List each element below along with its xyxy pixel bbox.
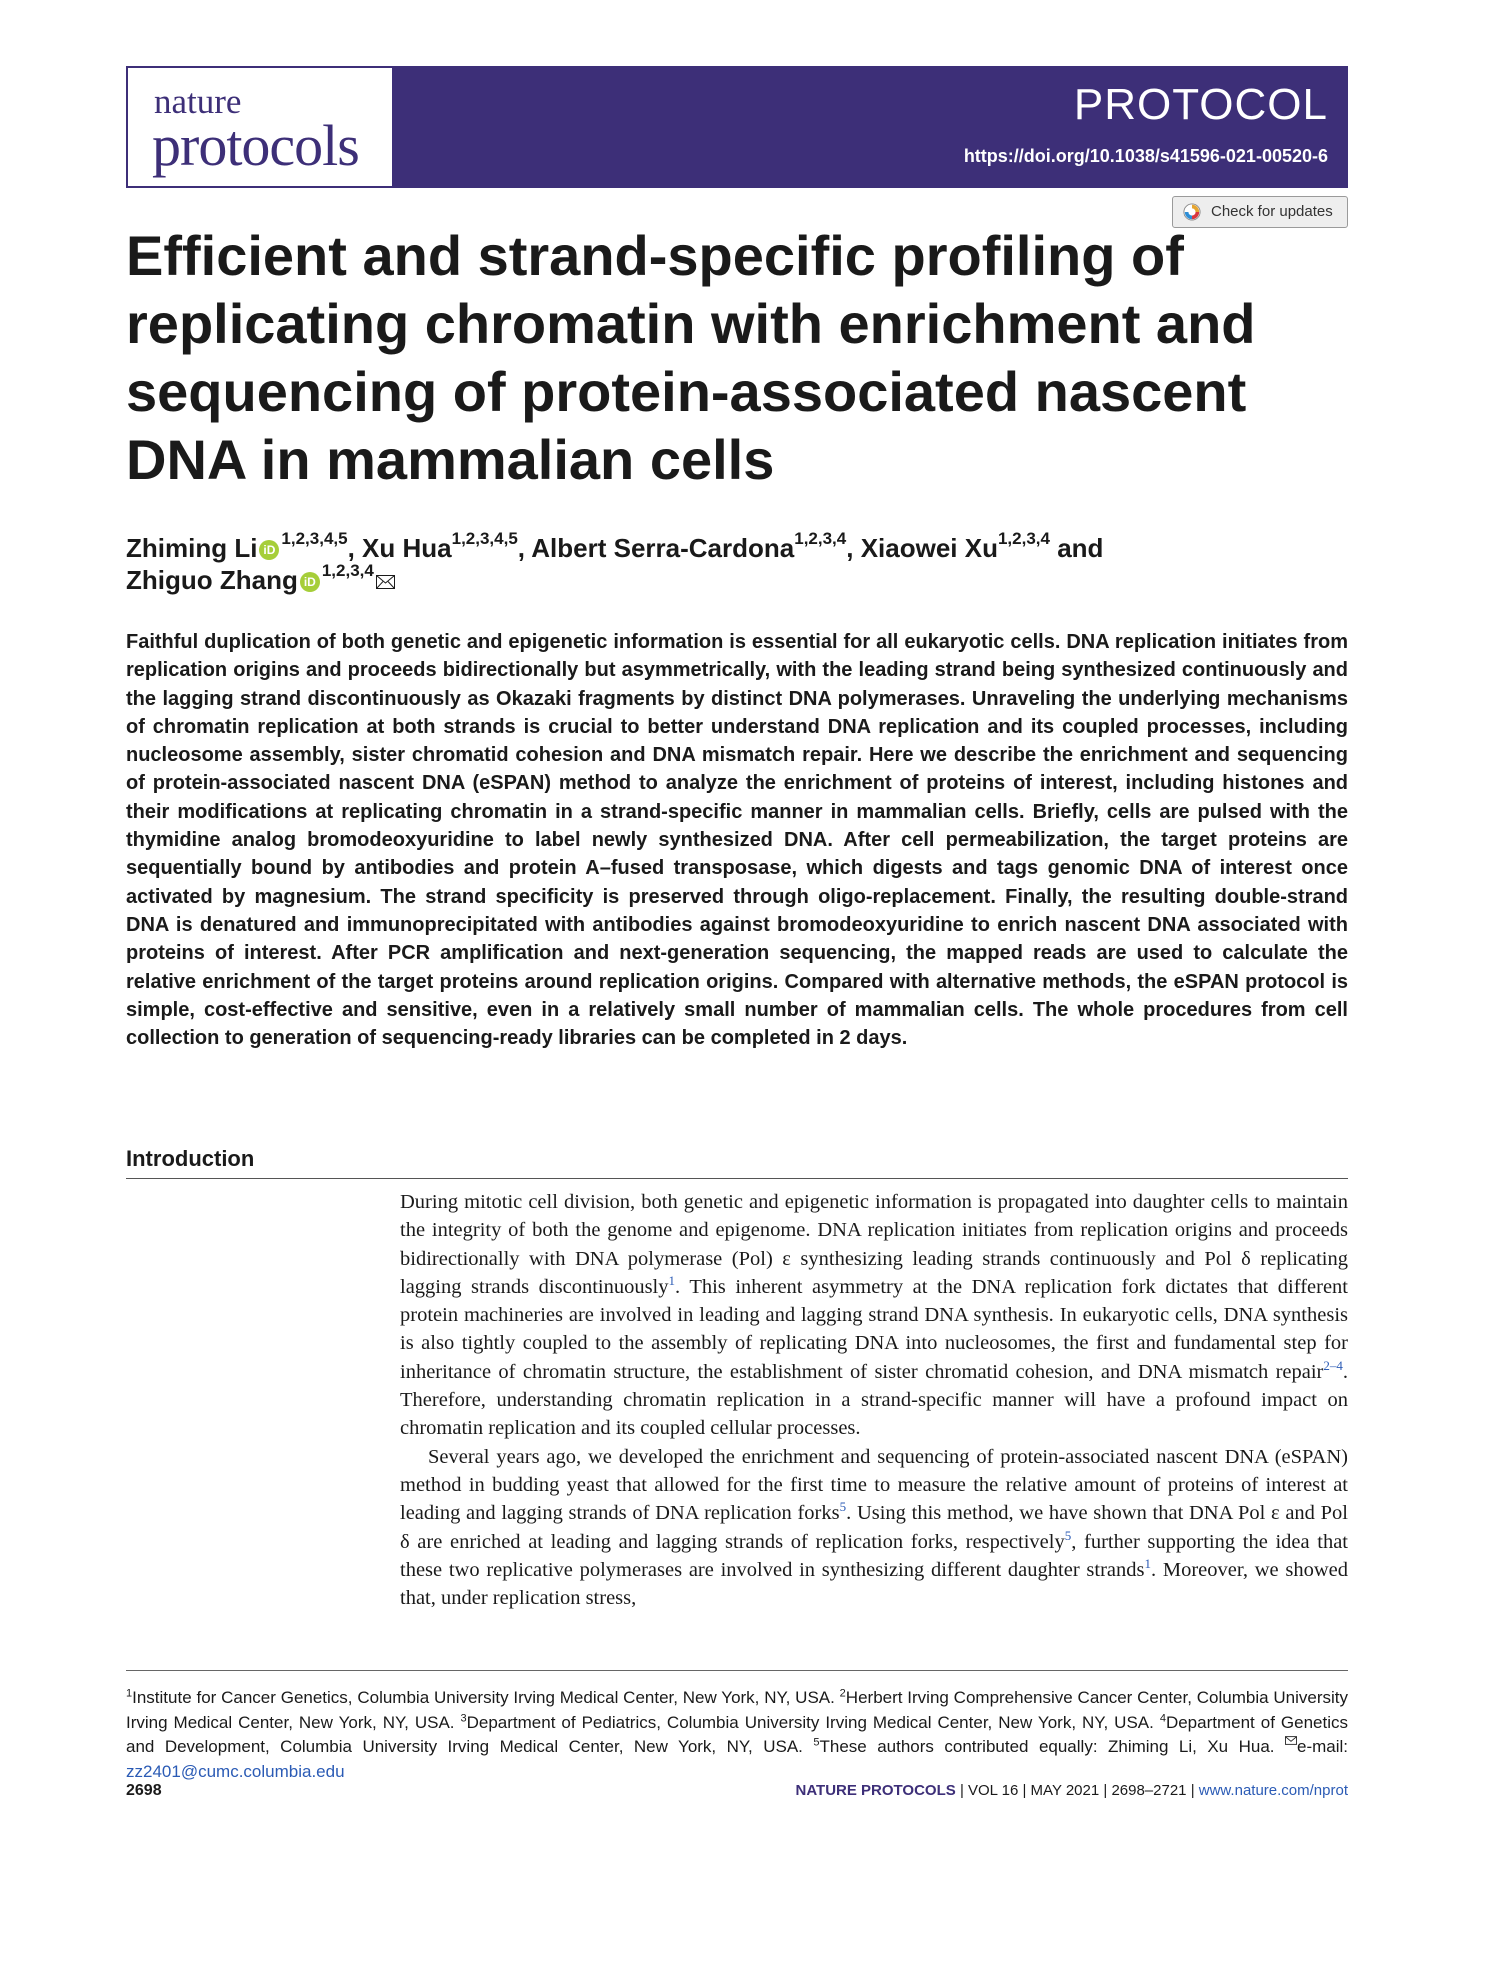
author-affiliation-marks: 1,2,3,4 xyxy=(794,529,847,549)
affiliation-number: 3 xyxy=(460,1711,467,1724)
paragraph-text: . Using this method, we have shown that DNA Pol ε and Pol δ are enriched at leading and lagging strands of replication forks, respectively xyxy=(400,1502,1348,1553)
affiliation-number: 2 xyxy=(839,1687,846,1700)
author-name[interactable]: Xu Hua xyxy=(362,533,452,563)
body-paragraph xyxy=(400,1443,1348,1613)
author-separator: , xyxy=(347,533,363,563)
affiliation-text: Institute for Cancer Genetics, Columbia University Irving Medical Center, New York, NY, USA. xyxy=(132,1688,840,1707)
footer-journal-url[interactable]: www.nature.com/nprot xyxy=(1198,1782,1348,1799)
abstract: Faithful duplication of both genetic and epigenetic information is essential for all eukaryotic cells. DNA replication initiates from replication origins and proceeds bidirectionally but asymmetrically, with the leading strand being synthesized continuously and the lagging strand discontinuously as Okazaki fragments by distinct DNA polymerases. Unraveling the underlying mechanisms of chromatin replication at both strands is crucial to better understand DNA replication and its coupled processes, including nucleosome assembly, sister chromatid cohesion and DNA mismatch repair. Here we describe the enrichment and sequencing of protein-associated nascent DNA (eSPAN) method to analyze the enrichment of proteins of interest, including histones and their modifications at replicating chromatin in a strand-specific manner in mammalian cells. Briefly, cells are pulsed with the thymidine analog bromodeoxyuridine to label newly synthesized DNA. After cell permeabilization, the target proteins are sequentially bound by antibodies and protein A–fused transposase, which digests and tags genomic DNA of interest once activated by magnesium. The strand specificity is preserved through oligo-replacement. Finally, the resulting double-strand DNA is denatured and immunoprecipitated with antibodies against bromodeoxyuridine to enrich nascent DNA associated with proteins of interest. After PCR amplification and next-generation sequencing, the mapped reads are used to calculate the relative enrichment of the target proteins around replication origins. Compared with alternative methods, the eSPAN protocol is simple, cost-effective and sensitive, even in a relatively small number of mammalian cells. The whole procedures from cell collection to generation of sequencing-ready libraries can be completed in 2 days. xyxy=(126,631,1348,1050)
logo-text-protocols: protocols xyxy=(152,113,359,178)
affiliations xyxy=(126,1686,1348,1784)
article-type-label: PROTOCOL xyxy=(1073,80,1328,129)
paragraph-text: During mitotic cell division, both genetic and epigenetic information is propagated into daughter cells to maintain the integrity of both the genome and epigenome. DNA replication initiates from replication origins and proceeds bidirectionally with DNA polymerase (Pol) ε synthesizing leading strands continuously and Pol δ replicating lagging strands discontinuously xyxy=(400,1191,1348,1298)
reference-citation[interactable]: 2–4 xyxy=(1323,1357,1343,1373)
reference-citation[interactable]: 1 xyxy=(1144,1556,1151,1572)
author-name[interactable]: Xiaowei Xu xyxy=(860,533,998,563)
author-name[interactable]: Zhiguo Zhang xyxy=(126,565,298,595)
email-icon[interactable] xyxy=(376,575,395,589)
affiliation-text: Department of Pediatrics, Columbia University Irving Medical Center, New York, NY, USA. xyxy=(466,1712,1160,1732)
check-updates-label: Check for updates xyxy=(1211,203,1333,220)
doi-link[interactable]: https://doi.org/10.1038/s41596-021-00520-6 xyxy=(963,146,1328,166)
author-separator: , xyxy=(846,533,861,563)
author-name[interactable]: Zhiming Li xyxy=(126,533,258,563)
footer-journal-name: NATURE PROTOCOLS xyxy=(795,1782,956,1799)
logo-text-nature: nature xyxy=(154,82,242,121)
footer-volume-info: | VOL 16 | MAY 2021 | 2698–2721 | xyxy=(955,1782,1199,1799)
affiliation-number: 4 xyxy=(1159,1711,1166,1724)
paragraph-text: . This inherent asymmetry at the DNA replication fork dictates that different protein machineries are involved in leading and lagging strand DNA synthesis. In eukaryotic cells, DNA synthesis is also tightly coupled to the assembly of replicating DNA into nucleosomes, the first and fundamental step for inheritance of chromatin structure, the establishment of sister chromatid cohesion, and DNA mismatch repair xyxy=(400,1275,1349,1383)
affiliation-text: These authors contributed equally: Zhiming Li, Xu Hua. xyxy=(819,1737,1285,1756)
affiliation-number: 1 xyxy=(126,1687,133,1700)
section-heading-introduction: Introduction xyxy=(126,1146,1348,1179)
author-affiliation-marks: 1,2,3,4,5 xyxy=(451,529,518,549)
author-separator: , xyxy=(517,533,532,563)
paragraph-text: . Therefore, understanding chromatin replication in a strand-specific manner will have a profound impact on chromatin replication and its coupled cellular processes. xyxy=(400,1360,1348,1440)
introduction-body xyxy=(400,1188,1348,1612)
author-affiliation-marks: 1,2,3,4 xyxy=(997,529,1050,549)
journal-logo[interactable] xyxy=(126,66,394,188)
footer-citation xyxy=(795,1782,1348,1799)
orcid-icon[interactable]: iD xyxy=(259,540,279,560)
page-number: 2698 xyxy=(126,1782,162,1799)
paragraph-text: . Moreover, we showed that, under replication stress, xyxy=(400,1558,1348,1610)
paragraph-text: Several years ago, we developed the enrichment and sequencing of protein-associated nascent DNA (eSPAN) method in budding yeast that allowed for the first time to measure the relative amount of proteins of interest at leading and lagging strands of DNA replication forks xyxy=(400,1445,1348,1525)
author-affiliation-marks: 1,2,3,4 xyxy=(321,561,374,581)
affiliation-number: 5 xyxy=(813,1736,820,1749)
paragraph-text: , further supporting the idea that these two replicative polymerases are involved in synthesizing different daughter strands xyxy=(400,1530,1349,1581)
journal-header xyxy=(126,66,1348,188)
author-name[interactable]: Albert Serra-Cardona xyxy=(531,533,795,563)
author-conjunction: and xyxy=(1049,533,1104,563)
affiliation-text: Herbert Irving Comprehensive Cancer Center, Columbia University Irving Medical Center, New York, NY, USA. xyxy=(126,1688,1349,1732)
affiliation-text: Department of Genetics and Development, Columbia University Irving Medical Center, New York, NY, USA. xyxy=(126,1712,1349,1756)
footnote-divider xyxy=(126,1670,1348,1671)
check-updates-icon xyxy=(1183,203,1201,221)
email-link[interactable]: zz2401@cumc.columbia.edu xyxy=(126,1761,345,1781)
article-title: Efficient and strand-specific profiling of replicating chromatin with enrichment and sequencing of protein-associated nascent DNA in mammalian cells xyxy=(126,224,1256,491)
reference-citation[interactable]: 1 xyxy=(668,1273,676,1289)
orcid-icon[interactable]: iD xyxy=(300,572,320,592)
email-icon xyxy=(1285,1736,1297,1745)
email-label: e-mail: xyxy=(1296,1737,1348,1756)
author-affiliation-marks: 1,2,3,4,5 xyxy=(281,529,348,549)
body-paragraph xyxy=(400,1188,1348,1443)
author-list xyxy=(126,529,1348,596)
reference-citation[interactable]: 5 xyxy=(1064,1527,1072,1543)
reference-citation[interactable]: 5 xyxy=(839,1499,847,1515)
